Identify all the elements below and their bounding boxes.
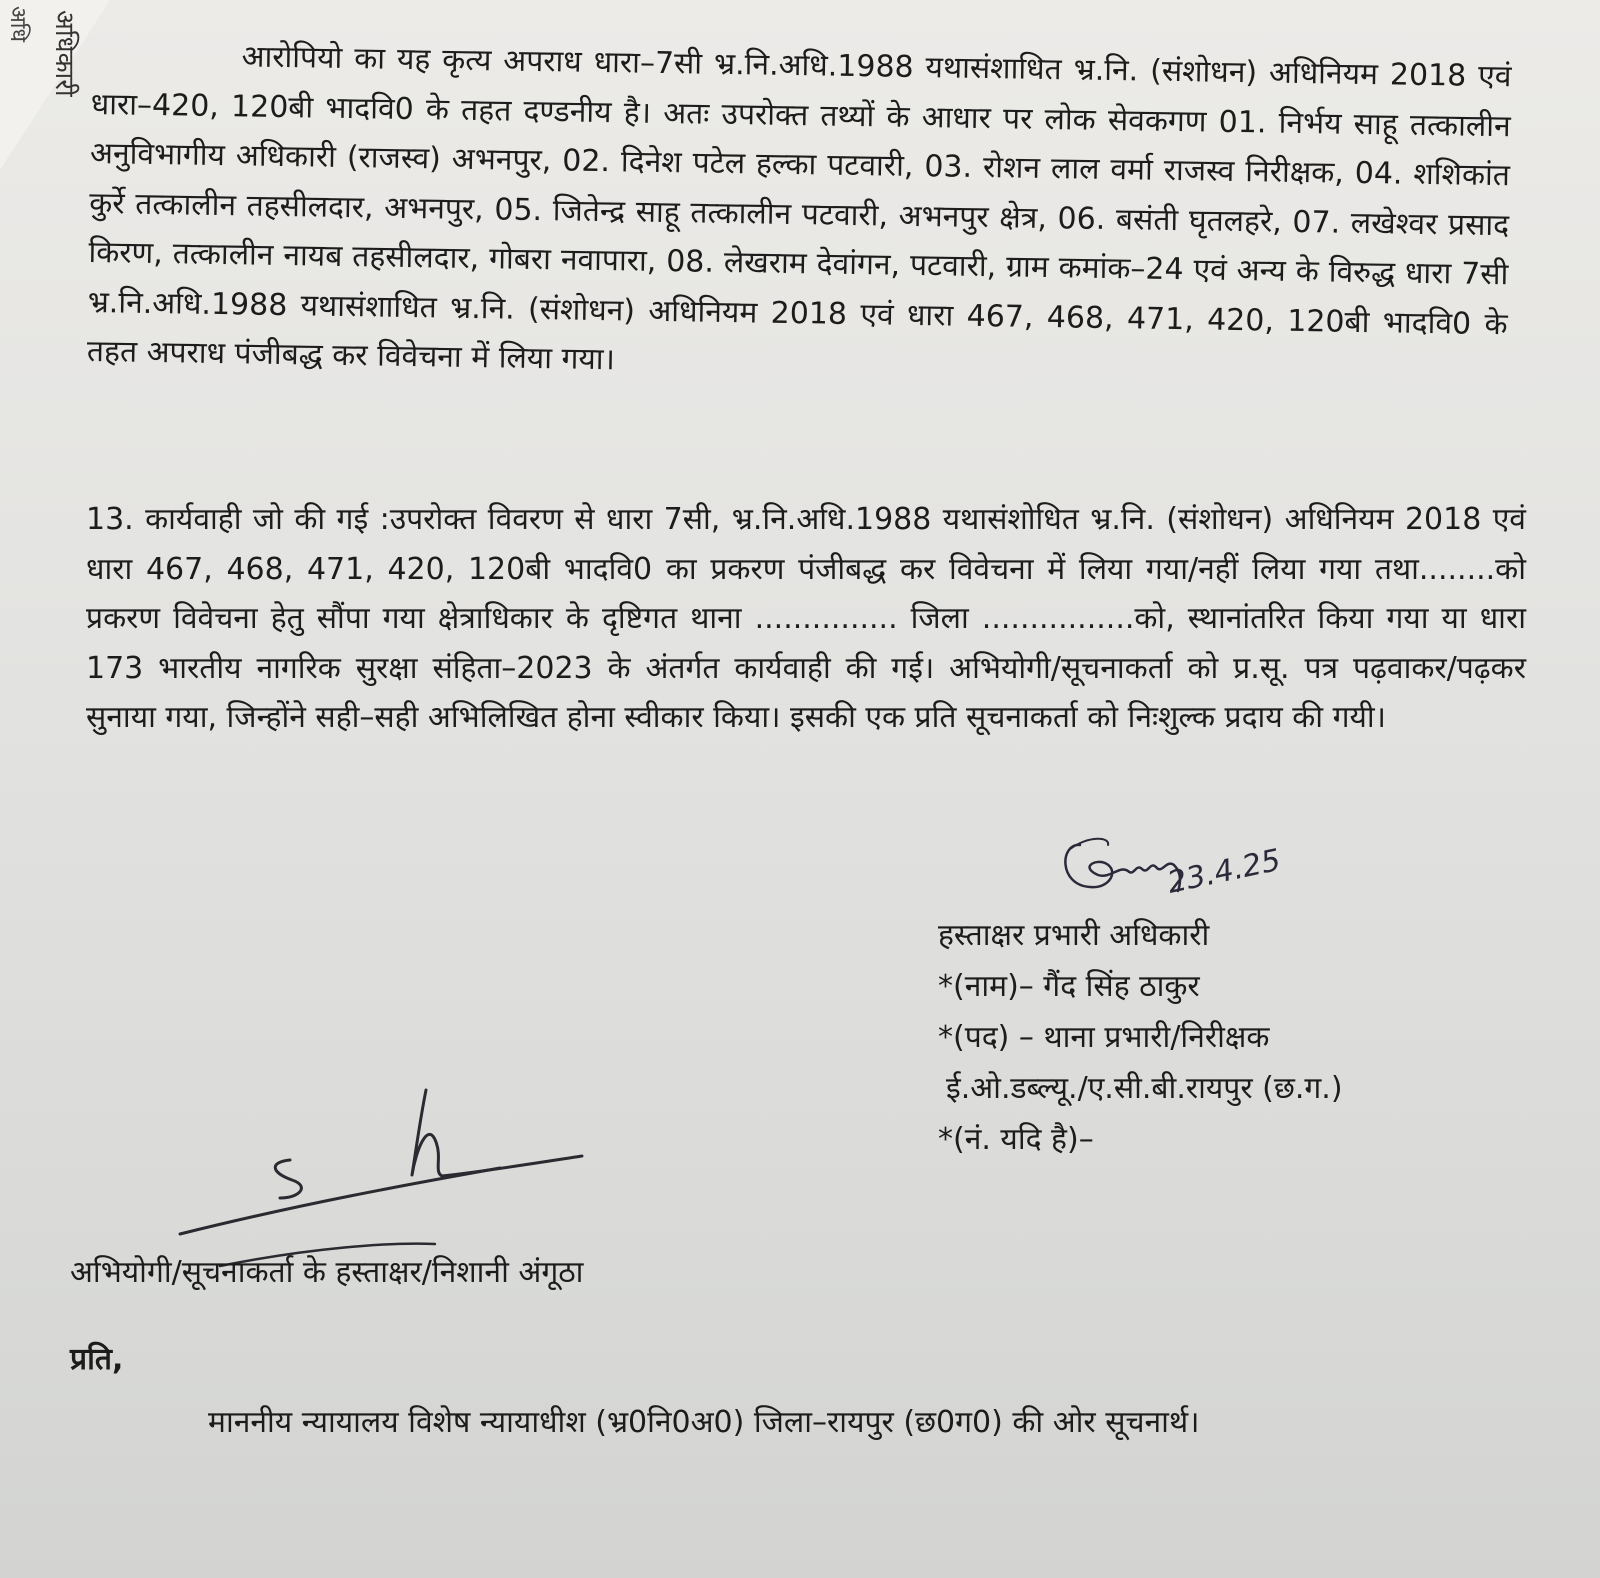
action-taken-paragraph: 13. कार्यवाही जो की गई :उपरोक्त विवरण से धारा 7सी, भ्र.नि.अधि.1988 यथासंशोधित भ्र.नि. (संशोधन) अधिनियम 2018 एवं धारा 467, 468, 471, 420, 120बी भादवि0 का प्रकरण पंजीबद्ध कर विवेचना में लिया गया/नहीं लिया गया तथा........को प्रकरण विवेचना हेतु सौंपा गया क्षेत्राधिकार के दृष्टिगत थाना ............... जिला ................को, स्थानांतरित किया गया या धारा 173 भारतीय नागरिक सुरक्षा संहिता–2023 के अंतर्गत कार्यवाही की गई। अभियोगी/सूचनाकर्ता को प्र.सू. पत्र पढ़वाकर/पढ़कर सुनाया गया, जिन्होंने सही–सही अभिलिखित होना स्वीकार किया। इसकी एक प्रति सूचनाकर्ता को निःशुल्क प्रदाय की गयी। xyxy=(86,502,1526,735)
copy-to-label: प्रति, xyxy=(70,1342,124,1377)
officer-post: *(पद) – थाना प्रभारी/निरीक्षक xyxy=(938,1020,1270,1055)
copy-recipient: माननीय न्यायालय विशेष न्यायाधीश (भ्र0नि0अ0) जिला–रायपुर (छ0ग0) की ओर सूचनार्थ। xyxy=(208,1405,1200,1440)
officer-office: ई.ओ.डब्ल्यू./ए.सी.बी.रायपुर (छ.ग.) xyxy=(946,1071,1343,1106)
officer-number: *(नं. यदि है)– xyxy=(938,1122,1094,1157)
corner-margin-text-edge: अधि xyxy=(5,6,30,43)
officer-name: *(नाम)– गैंद सिंह ठाकुर xyxy=(938,969,1200,1004)
signature-date: 23.4.25 xyxy=(1164,842,1284,901)
informant-signature-label: अभियोगी/सूचनाकर्ता के हस्ताक्षर/निशानी अंगूठा xyxy=(70,1255,584,1290)
corner-margin-text: अधिकारी xyxy=(49,10,79,97)
officer-title: हस्ताक्षर प्रभारी अधिकारी xyxy=(938,918,1210,953)
officer-signature xyxy=(1050,815,1330,905)
officer-signature-block xyxy=(938,910,1458,1165)
accusation-paragraph: आरोपियो का यह कृत्य अपराध धारा–7सी भ्र.नि.अधि.1988 यथासंशाधित भ्र.नि. (संशोधन) अधिनियम 2018 एवं धारा–420, 120बी भादवि0 के तहत दण्डनीय है। अतः उपरोक्त तथ्यों के आधार पर लोक सेवकगण 01. निर्भय साहू तत्कालीन अनुविभागीय अधिकारी (राजस्व) अभनपुर, 02. दिनेश पटेल हल्का पटवारी, 03. रोशन लाल वर्मा राजस्व निरीक्षक, 04. शशिकांत कुर्रे तत्कालीन तहसीलदार, अभनपुर, 05. जितेन्द्र साहू तत्कालीन पटवारी, अभनपुर क्षेत्र, 06. बसंती घृतलहरे, 07. लखेश्वर प्रसाद किरण, तत्कालीन नायब तहसीलदार, गोबरा नवापारा, 08. लेखराम देवांगन, पटवारी, ग्राम कमांक–24 एवं अन्य के विरुद्ध धारा 7सी भ्र.नि.अधि.1988 यथासंशाधित भ्र.नि. (संशोधन) अधिनियम 2018 एवं धारा 467, 468, 471, 420, 120बी भादवि0 के तहत अपराध पंजीबद्ध कर विवेचना में लिया गया। xyxy=(86,39,1512,378)
